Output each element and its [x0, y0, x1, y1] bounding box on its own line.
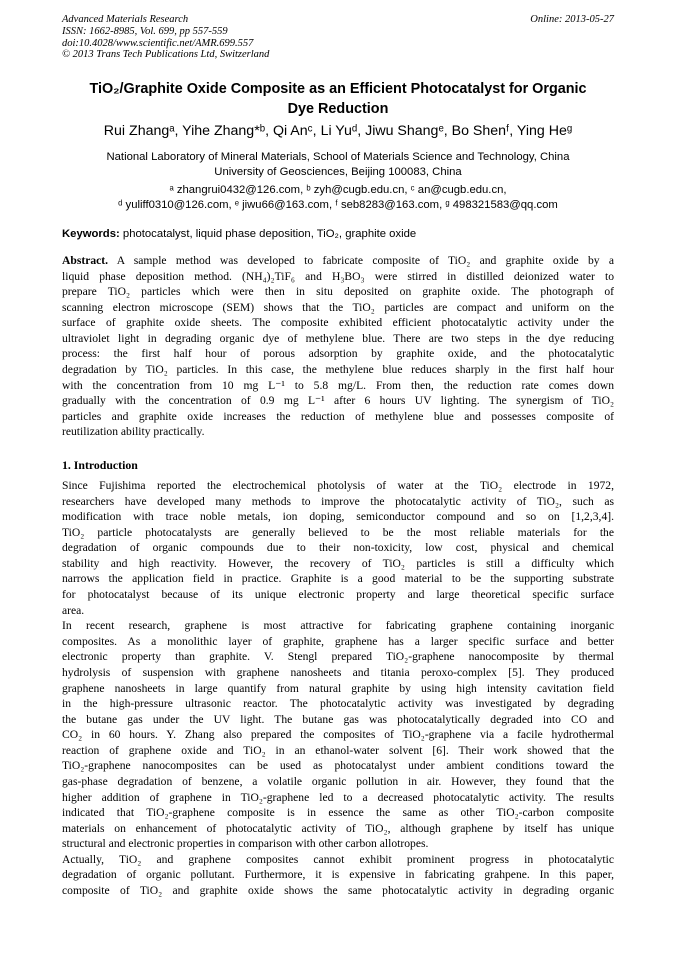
intro-p2-line: electronic property than graphite. V. Stengl prepared TiO₂-graphene nanocomposite by thermal [62, 650, 614, 664]
introduction-body [62, 478, 614, 899]
abstract-text [62, 253, 614, 440]
keywords-label: Keywords: [62, 228, 120, 240]
affiliation-line-2: University of Geosciences, Beijing 100083, China [214, 166, 462, 179]
intro-p2-line: structural and electronic properties in comparison with other carbon allotropes. [62, 837, 429, 851]
issn-line: ISSN: 1662-8985, Vol. 699, pp 557-559 [62, 25, 228, 37]
keywords [62, 227, 614, 242]
doi-line: doi:10.4028/www.scientific.net/AMR.699.557 [62, 37, 254, 49]
abstract-line: reutilization ability practically. [62, 425, 205, 439]
intro-p2-line: In recent research, graphene is most attractive for fabricating graphene containing inorganic [62, 619, 614, 633]
abstract-line: prepare TiO₂ particles which were then in situ deposited on graphite oxide. The photograph of [62, 285, 614, 299]
author-list: Rui Zhangᵃ, Yihe Zhang*ᵇ, Qi Anᶜ, Li Yuᵈ, Jiwu Shangᵉ, Bo Shenᶠ, Ying Heᵍ [103, 123, 573, 139]
intro-p2-line: gas-phase degradation of benzene, a volatile organic pollution in air. However, they found that the [62, 774, 614, 788]
intro-p2-line: hydrolysis of suspension with graphene nanosheets and titania peroxo-complex [5]. They produced [62, 665, 614, 679]
intro-p1-line: modification with trace noble metals, ion doping, semiconductor compound and so on [1,2,3,4]. [62, 510, 614, 524]
abstract-label: Abstract. [62, 254, 109, 267]
journal-header [62, 14, 614, 61]
intro-p2-line: the butane gas under the UV light. The butane gas was photocatalytically degraded into CO and [62, 712, 614, 726]
emails-line-2: ᵈ yuliff0310@126.com, ᵉ jiwu66@163.com, ᶠ seb8283@163.com, ᵍ 498321583@qq.com [118, 199, 558, 212]
abstract-line-text: A sample method was developed to fabricate composite of TiO₂ and graphite oxide by a [116, 254, 614, 267]
abstract-line: with the concentration from 10 mg L⁻¹ to 5.8 mg/L. From then, the reduction rate comes down [62, 378, 614, 392]
affiliation-line-1: National Laboratory of Mineral Materials, School of Materials Science and Technology, China [106, 151, 570, 163]
intro-p2-line: materials on enhancement of photocatalytic activity of TiO₂, although graphene by itself has unique [62, 821, 614, 835]
online-date: Online: 2013-05-27 [530, 14, 614, 25]
title-line-2: Dye Reduction [287, 100, 389, 117]
intro-p2-line: indicated that TiO₂-graphene composite is in essence the same as other TiO₂-carbon composite [62, 806, 614, 820]
abstract-line: liquid phase deposition method. (NH₄)₂TiF₆ and H₃BO₃ were stirred in distilled deionized water to [62, 269, 614, 283]
intro-p1-line: for photocatalyst because of its unique electronic property and large theoretical specific surface [62, 588, 614, 602]
abstract [62, 253, 614, 440]
intro-p3-line: Actually, TiO₂ and graphene composites cannot exhibit prominent progress in photocatalytic [62, 852, 614, 866]
abstract-line: particles and graphite oxide increases the reduction of methylene blue and possesses composite of [62, 409, 614, 423]
intro-paragraph-1 [62, 478, 614, 618]
abstract-line [62, 253, 614, 269]
abstract-line: degradation by TiO₂ particles. In this case, the methylene blue reduces sharply in the first half hour [62, 363, 614, 377]
intro-p3-line: composite of TiO₂ and graphite oxide shows the same photocatalytic activity in degrading organic [62, 884, 614, 898]
intro-p1-line: degradation of organic compounds due to their non-toxicity, low cost, physical and chemical [62, 541, 614, 555]
intro-p2-line: in the high-pressure ultrasonic reactor. The photocatalytic activity was investigated by degrading [62, 697, 614, 711]
paper-title [62, 80, 614, 119]
intro-p1-line: stability and high reactivity. However, the recovery of TiO₂ particles is still a difficulty which [62, 556, 614, 570]
intro-p1-line: TiO₂ particle photocatalysts are generally believed to be the most reliable materials for the [62, 525, 614, 539]
intro-p2-line: higher addition of graphene in TiO₂-graphene led to a decreased photocatalytic activity. The results [62, 790, 614, 804]
emails-line-1: ᵃ zhangrui0432@126.com, ᵇ zyh@cugb.edu.cn, ᶜ an@cugb.edu.cn, [169, 184, 507, 196]
abstract-line: gradually with the concentration of 0.9 mg L⁻¹ after 6 hours UV lighting. The synergism of TiO₂ [62, 394, 614, 408]
abstract-line: process: the first half hour of porous adsorption by graphite oxide, and the photocatalytic [62, 347, 614, 361]
journal-name: Advanced Materials Research [62, 14, 189, 25]
intro-paragraph-3 [62, 852, 614, 899]
copyright-line: © 2013 Trans Tech Publications Ltd, Switzerland [62, 49, 270, 61]
intro-p2-line: CO₂ in 60 hours. Y. Zhang also prepared the composites of TiO₂-graphene via a facile hydrothermal [62, 728, 614, 742]
intro-p2-line: reaction of graphene oxide and TiO₂ in an ethanol-water solvent [6]. Their work showed that the [62, 743, 614, 757]
intro-p2-line: graphene nanosheets in large quantify from natural graphite by using high intensity cavitation field [62, 681, 614, 695]
intro-p2-line: TiO₂-graphene nanocomposites can be used as photocatalyst under ambient conditions toward the [62, 759, 614, 773]
intro-p1-line: area. [62, 603, 85, 617]
intro-paragraph-2 [62, 618, 614, 852]
title-line-1: TiO₂/Graphite Oxide Composite as an Efficient Photocatalyst for Organic [89, 81, 587, 97]
abstract-line: surface of graphite oxide sheets. The composite exhibited efficient photocatalytic activity under the [62, 316, 614, 330]
section-heading-introduction: 1. Introduction [62, 458, 138, 472]
abstract-line: scanning electron microscope (SEM) shows that the TiO₂ particles are compact and uniform on the [62, 300, 614, 314]
intro-p1-line: Since Fujishima reported the electrochemical photolysis of water at the TiO₂ electrode in 1972, [62, 479, 614, 492]
author-emails [62, 183, 614, 213]
keywords-text: photocatalyst, liquid phase deposition, TiO₂, graphite oxide [122, 228, 417, 240]
intro-p3-line: degradation of organic pollutant. Furthermore, it is expensive in fabricating grahpene. In this paper, [62, 868, 614, 882]
abstract-line: ultraviolet light in degrading organic dye of methylene blue. There are two steps in the dye reducing [62, 331, 614, 345]
intro-p2-line: composites. As a monolithic layer of graphite, graphene has a larger specific surface and better [62, 634, 614, 648]
affiliation [62, 150, 614, 180]
intro-p1-line: researchers have developed many methods to improve the photocatalytic activity of TiO₂, such as [62, 494, 614, 508]
intro-p1-line: narrows the application field in practice. Graphite is a good material to be the supporting substrate [62, 572, 614, 586]
